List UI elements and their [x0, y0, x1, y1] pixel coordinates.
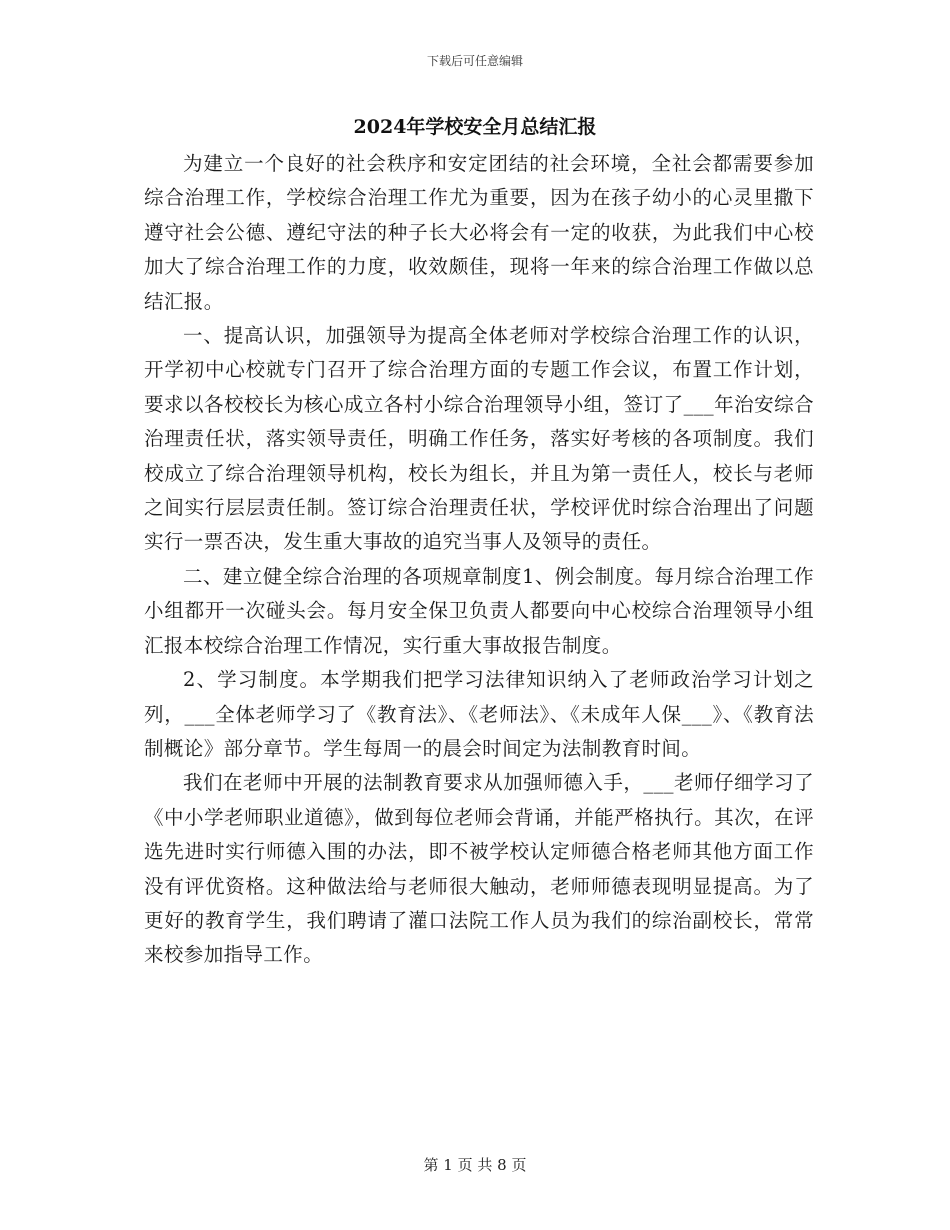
page-number: 第 1 页 共 8 页: [423, 1156, 527, 1174]
document-title: 2024年学校安全月总结汇报: [353, 116, 597, 138]
page-header-note: 下载后可任意编辑: [426, 54, 523, 68]
paragraph-section-1: 一、提高认识，加强领导为提高全体老师对学校综合治理工作的认识，开学初中心校就专门召开了综合治理方面的专题工作会议，布置工作计划，要求以各校校长为核心成立各村小综合治理领导小组，签订了___年治安综合治理责任状，落实领导责任，明确工作任务，落实好考核的各项制度。我们校成立了综合治理领导机构，校长为组长，并且为第一责任人，校长与老师之间实行层层责任制。签订综合治理责任状，学校评优时综合治理出了问题实行一票否决，发生重大事故的追究当事人及领导的责任。: [144, 324, 814, 554]
document-body: [144, 147, 814, 973]
paragraph-section-2: 二、建立健全综合治理的各项规章制度1、例会制度。每月综合治理工作小组都开一次碰头会。每月安全保卫负责人都要向中心校综合治理领导小组汇报本校综合治理工作情况，实行重大事故报告制度。: [144, 564, 814, 657]
paragraph-intro: 为建立一个良好的社会秩序和安定团结的社会环境，全社会都需要参加综合治理工作，学校综合治理工作尤为重要，因为在孩子幼小的心灵里撒下遵守社会公德、遵纪守法的种子长大必将会有一定的收获，为此我们中心校加大了综合治理工作的力度，收效颇佳，现将一年来的综合治理工作做以总结汇报。: [144, 152, 814, 313]
paragraph-study-system: 2、学习制度。本学期我们把学习法律知识纳入了老师政治学习计划之列，___全体老师学习了《教育法》、《老师法》、《未成年人保___》、《教育法制概论》部分章节。学生每周一的晨会时间定为法制教育时间。: [144, 668, 814, 760]
paragraph-ethics: 我们在老师中开展的法制教育要求从加强师德入手，___老师仔细学习了《中小学老师职业道德》，做到每位老师会背诵，并能严格执行。其次，在评选先进时实行师德入围的办法，即不被学校认定师德合格老师其他方面工作没有评优资格。这种做法给与老师很大触动，老师师德表现明显提高。为了更好的教育学生，我们聘请了灌口法院工作人员为我们的综治副校长，常常来校参加指导工作。: [144, 771, 814, 967]
